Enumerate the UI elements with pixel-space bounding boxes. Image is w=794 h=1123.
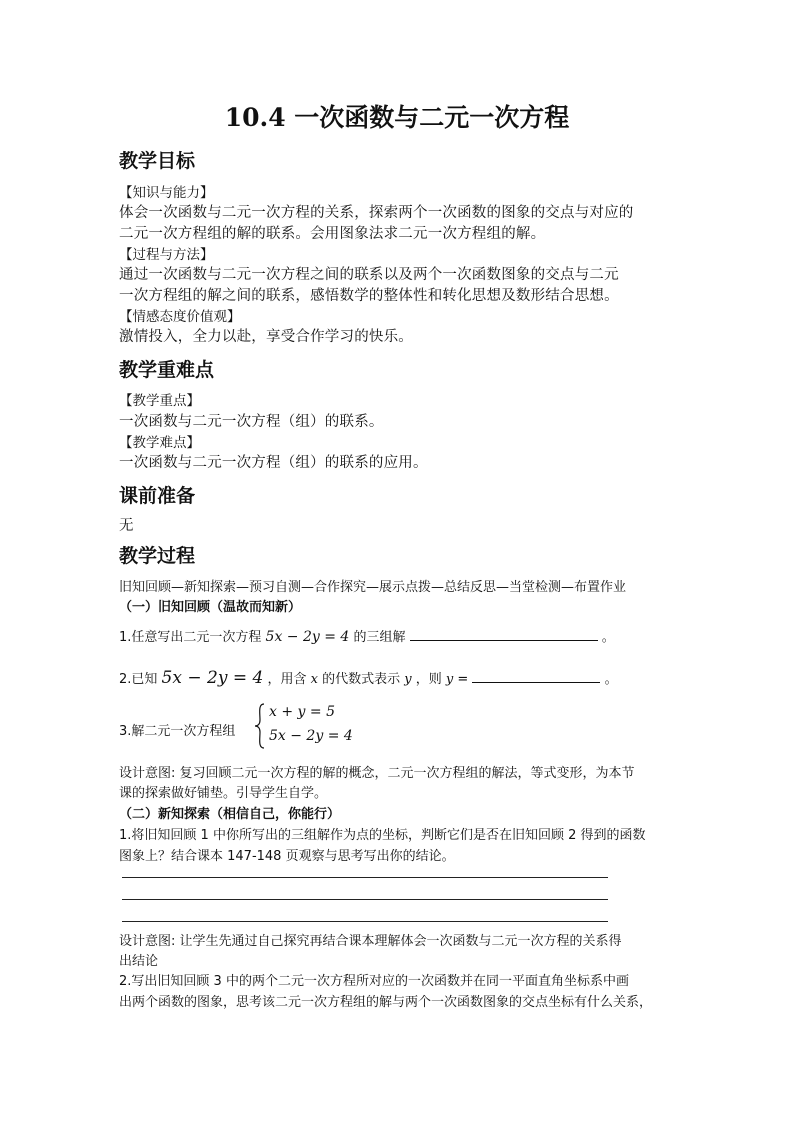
system-eq-1: x + y = 5	[269, 704, 335, 720]
q2-var-y2: y	[445, 672, 454, 687]
heading-teaching-process: 教学过程	[119, 545, 196, 567]
text-knowledge-1: 体会一次函数与二元一次方程的关系，探索两个一次函数的图象的交点与对应的	[119, 205, 634, 221]
equation-system	[254, 702, 364, 750]
label-key-point: 【教学重点】	[119, 393, 200, 409]
q2-mid2: 的代数式表示	[322, 672, 401, 687]
text-knowledge-2: 二元一次方程组的解的联系。会用图象法求二元一次方程组的解。	[119, 226, 546, 242]
question-3-label: 3.解二元一次方程组	[119, 724, 236, 739]
question-2	[119, 668, 618, 688]
explore-q2-line-1: 2.写出旧知回顾 3 中的两个二元一次方程所对应的一次函数并在同一平面直角坐标系中画	[119, 974, 629, 989]
heading-key-difficult: 教学重难点	[119, 359, 215, 381]
intent-1-line-2: 课的探索做好铺垫。引导学生自学。	[119, 786, 328, 801]
q2-mid: ，用含	[267, 672, 307, 687]
explore-q2-line-2: 出两个函数的图象，思考该二元一次方程组的解与两个一次函数图象的交点坐标有什么关系，	[119, 995, 653, 1010]
system-eq-2: 5x − 2y = 4	[269, 728, 353, 744]
q2-eqsign: =	[457, 672, 469, 687]
heading-teaching-goals: 教学目标	[119, 150, 196, 172]
page-title: 10.4 一次函数与二元一次方程	[224, 103, 570, 132]
text-process-2: 一次方程组的解之间的联系，感悟数学的整体性和转化思想及数形结合思想。	[119, 288, 619, 304]
q2-prefix: 2.已知	[119, 672, 158, 687]
question-1	[119, 626, 615, 645]
label-knowledge-ability: 【知识与能力】	[119, 185, 214, 201]
q1-prefix: 1.任意写出二元一次方程	[119, 630, 262, 645]
q2-end: 。	[604, 672, 618, 687]
text-process-1: 通过一次函数与二元一次方程之间的联系以及两个一次函数图象的交点与二元	[119, 267, 619, 283]
heading-explore: （二）新知探索（相信自己，你能行）	[119, 807, 341, 822]
label-difficult-point: 【教学难点】	[119, 435, 200, 451]
intent-1-line-1: 设计意图: 复习回顾二元一次方程的解的概念，二元一次方程组的解法，等式变形，为本节	[119, 766, 635, 781]
label-process-method: 【过程与方法】	[119, 247, 214, 263]
text-key-point: 一次函数与二元一次方程（组）的联系。	[119, 414, 384, 430]
explore-q1-line-1: 1.将旧知回顾 1 中你所写出的三组解作为点的坐标，判断它们是否在旧知回顾 2 得到的函数	[119, 828, 646, 843]
text-preparation: 无	[119, 518, 134, 534]
heading-preparation: 课前准备	[119, 485, 196, 507]
intent-2-line-2: 出结论	[119, 954, 159, 969]
text-difficult-point: 一次函数与二元一次方程（组）的联系的应用。	[119, 455, 428, 471]
q2-mid3: ，则	[415, 672, 442, 687]
intent-2-line-1: 设计意图: 让学生先通过自己探究再结合课本理解体会一次函数与二元一次方程的关系得	[119, 934, 622, 949]
label-emotion-values: 【情感态度价值观】	[119, 309, 241, 325]
answer-line-1[interactable]	[122, 877, 608, 878]
brace-icon	[254, 703, 266, 749]
answer-line-3[interactable]	[122, 921, 608, 922]
q2-equation: 5x − 2y = 4	[161, 668, 264, 688]
text-process-flow: 旧知回顾—新知探索—预习自测—合作探究—展示点拨—总结反思—当堂检测—布置作业	[119, 580, 627, 595]
q2-answer-blank[interactable]	[472, 668, 600, 683]
q1-answer-blank[interactable]	[410, 626, 598, 641]
q1-suffix: 的三组解	[353, 630, 406, 645]
explore-q1-line-2: 图象上？结合课本 147-148 页观察与思考写出你的结论。	[119, 849, 455, 864]
q1-end: 。	[601, 630, 615, 645]
heading-review: （一）旧知回顾（温故而知新）	[119, 600, 302, 615]
q2-var-y: y	[404, 672, 412, 687]
q1-equation: 5x − 2y = 4	[265, 629, 350, 645]
answer-line-2[interactable]	[122, 899, 608, 900]
text-emotion: 激情投入，全力以赴，享受合作学习的快乐。	[119, 329, 413, 345]
q2-var-x: x	[310, 672, 318, 687]
